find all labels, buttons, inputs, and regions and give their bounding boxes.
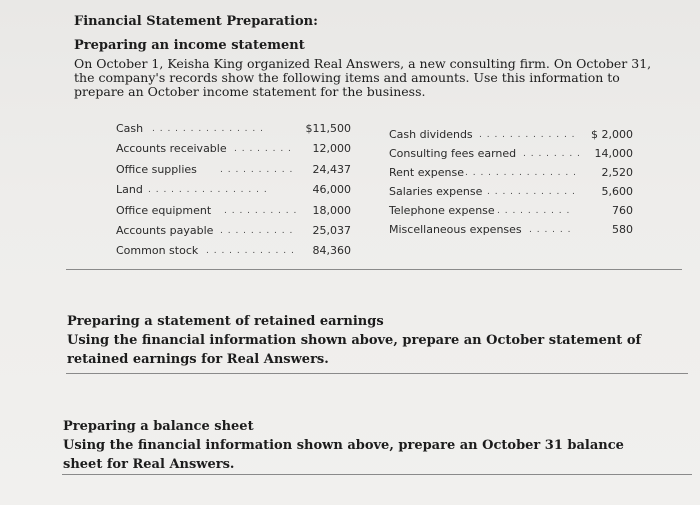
account-label: Salaries expense	[389, 185, 483, 198]
dot-leader: . . . . . . . . . .	[497, 206, 571, 216]
account-label: Accounts payable	[116, 224, 214, 237]
dot-leader: . . . . . . . . . .	[224, 206, 298, 216]
account-label: Office supplies	[116, 163, 197, 176]
account-label: Cash	[116, 122, 144, 135]
dot-leader: . . . . . . . .	[523, 149, 581, 159]
account-label: Accounts receivable	[116, 142, 227, 155]
account-amount: 24,437	[312, 163, 351, 176]
accounts-table-left	[116, 122, 356, 262]
dot-leader: . . . . . . . . . .	[220, 165, 294, 175]
account-label: Consulting fees earned	[389, 147, 517, 160]
intro-paragraph: On October 1, Keisha King organized Real Answers, a new consulting firm. On October 31, the company's records show the following items and amounts. Use this information to prepare an October income statement for the business.	[74, 56, 652, 99]
dot-leader: . . . . . .	[529, 225, 572, 235]
dot-leader: . . . . . . . . . . . . .	[479, 130, 576, 140]
balance-sheet-heading: Preparing a balance sheet	[63, 419, 254, 434]
dot-leader: . . . . . . . . . . . . . . . .	[148, 185, 268, 195]
account-amount: $ 2,000	[591, 128, 633, 141]
account-amount: 84,360	[312, 244, 351, 257]
account-amount: 12,000	[312, 142, 351, 155]
account-label: Rent expense	[389, 166, 465, 179]
dot-leader: . . . . . . . . . . . . . . .	[465, 168, 577, 178]
dot-leader: . . . . . . . . . . . .	[487, 187, 576, 197]
dot-leader: . . . . . . . . . .	[220, 226, 294, 236]
account-label: Office equipment	[116, 204, 212, 217]
account-label: Miscellaneous expenses	[389, 223, 522, 236]
account-label: Cash dividends	[389, 128, 473, 141]
worksheet-title: Financial Statement Preparation:	[74, 14, 318, 29]
account-label: Common stock	[116, 244, 199, 257]
account-label: Telephone expense	[389, 204, 495, 217]
account-amount: 5,600	[601, 185, 633, 198]
account-amount: 2,520	[601, 166, 633, 179]
section-divider	[66, 373, 688, 374]
retained-earnings-heading: Preparing a statement of retained earnings	[67, 314, 384, 329]
account-amount: 14,000	[594, 147, 633, 160]
account-amount: 46,000	[312, 183, 351, 196]
account-amount: 18,000	[312, 204, 351, 217]
account-amount: 760	[612, 204, 633, 217]
accounts-table-right	[389, 128, 639, 238]
account-amount: $11,500	[305, 122, 351, 135]
retained-earnings-instructions: Using the financial information shown above, prepare an October statement of retained earnings for Real Answers.	[67, 333, 642, 367]
balance-sheet-instructions: Using the financial information shown above, prepare an October 31 balance sheet for Real Answers.	[63, 438, 624, 472]
dot-leader: . . . . . . . . . . . .	[206, 246, 295, 256]
account-amount: 25,037	[312, 224, 351, 237]
dot-leader: . . . . . . . . . . . . . . .	[152, 124, 264, 134]
dot-leader: . . . . . . . .	[234, 144, 292, 154]
section-divider	[66, 269, 682, 270]
account-amount: 580	[612, 223, 633, 236]
account-label: Land	[116, 183, 143, 196]
section-divider	[62, 474, 692, 475]
income-statement-heading: Preparing an income statement	[74, 38, 305, 53]
